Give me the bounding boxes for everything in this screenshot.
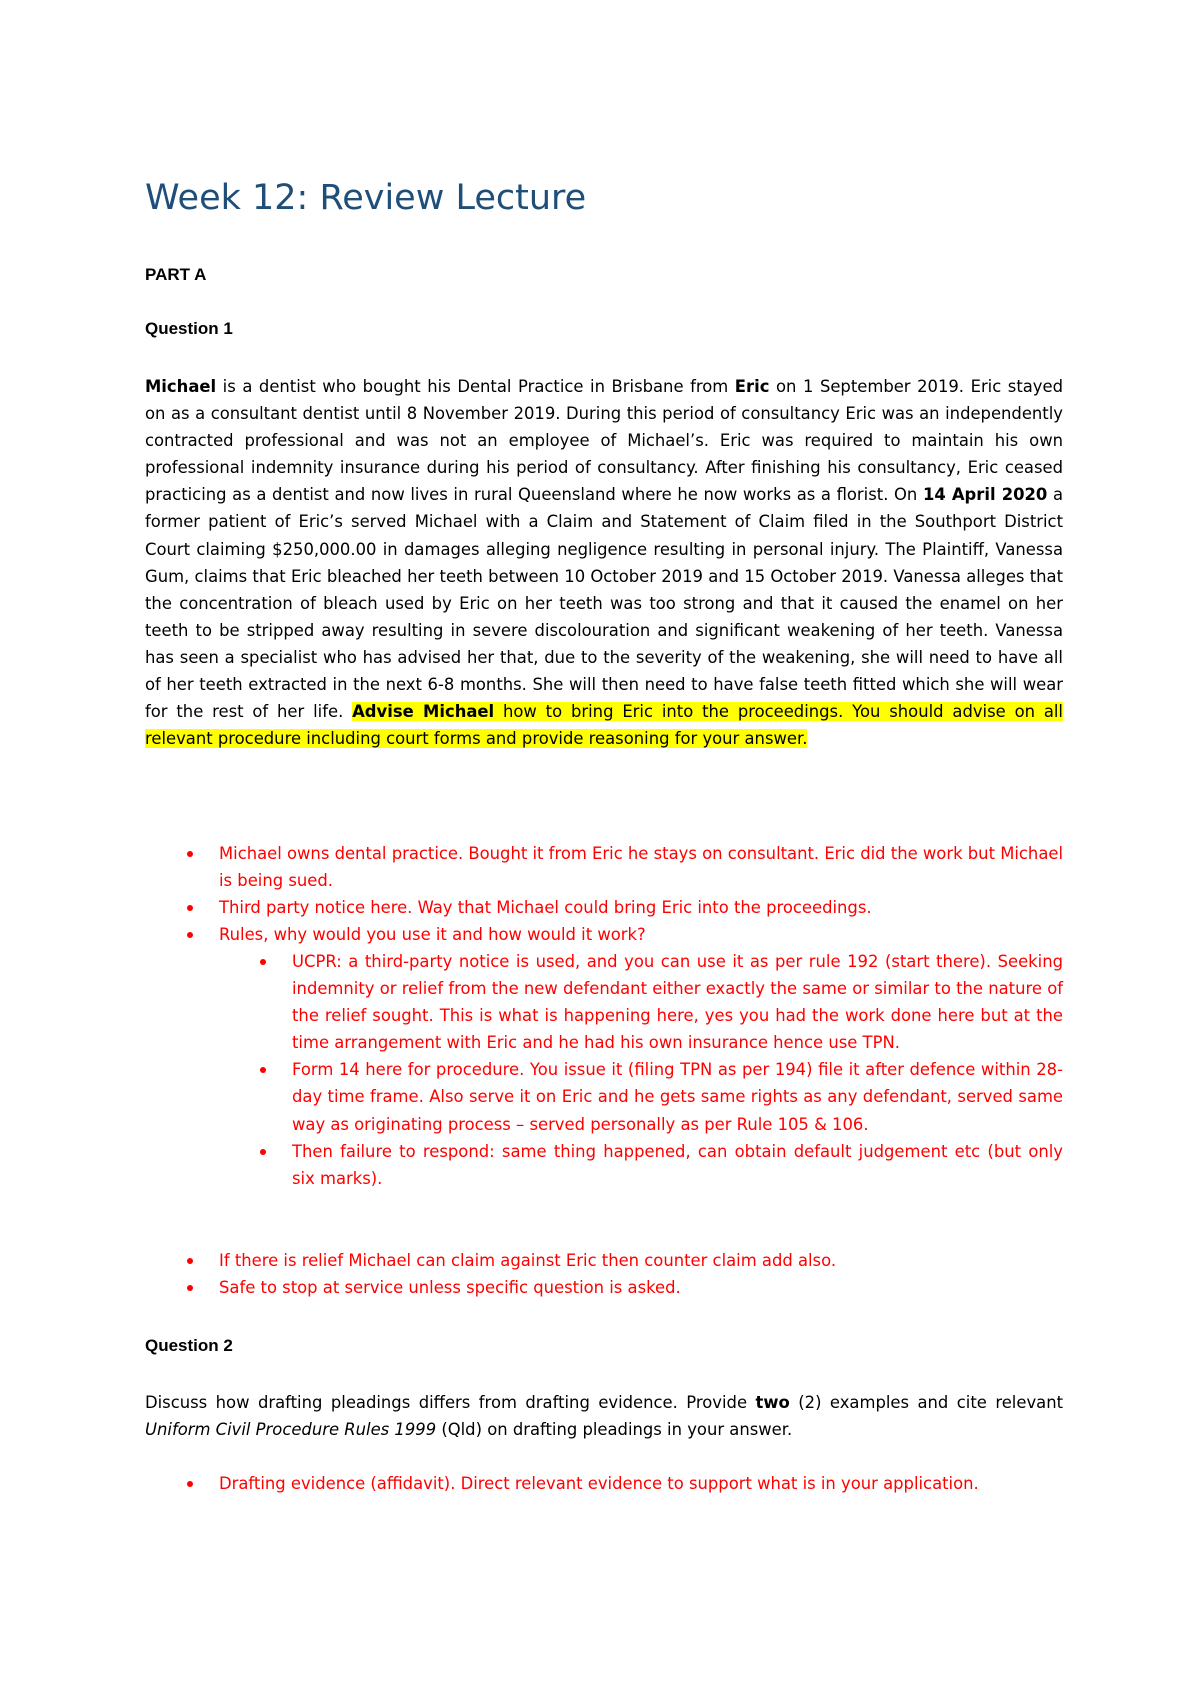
list-item: Third party notice here. Way that Michael could bring Eric into the proceedings. — [219, 894, 1063, 921]
list-item: Michael owns dental practice. Bought it from Eric he stays on consultant. Eric did the work but Michael is being sued. — [219, 840, 1063, 894]
q2-text-1: Discuss how drafting pleadings differs from drafting evidence. Provide — [145, 1393, 756, 1412]
name-eric: Eric — [734, 377, 770, 396]
q1-text-4: how to bring Eric into the proceedings. You should advise on all relevant procedure including court forms and provide reasoning for your answer. — [145, 702, 1063, 749]
list-item: Then failure to respond: same thing happened, can obtain default judgement etc (but only six marks). — [292, 1138, 1063, 1192]
service-date: 14 April 2020 — [922, 485, 1048, 505]
list-item: Form 14 here for procedure. You issue it (filing TPN as per 194) file it after defence within 28-day time frame. Also serve it on Eric and he gets same rights as any defendant, served same way as originating process – served personally as per Rule 105 & 106. — [292, 1056, 1063, 1137]
q2-notes-list — [219, 1470, 1063, 1497]
act-title: Uniform Civil Procedure Rules 1999 — [145, 1420, 437, 1440]
list-item: Safe to stop at service unless specific question is asked. — [219, 1274, 1063, 1301]
q1-text-2: on 1 September 2019. Eric stayed on as a consultant dentist until 8 November 2019. During this period of consultancy Eric was an independently contracted professional and was not an employee of Michael’s. Eric was required to maintain his own professional indemnity insurance during his period of consultancy. After finishing his consultancy, Eric ceased practicing as a dentist and now lives in rural Queensland where he now works as a florist. On — [145, 377, 1063, 505]
name-michael: Michael — [145, 377, 217, 396]
part-heading: PART A — [145, 265, 207, 284]
q1-text-1: is a dentist who bought his Dental Practice in Brisbane from — [216, 377, 735, 396]
page-title: Week 12: Review Lecture — [145, 178, 587, 218]
q1-notes-list — [219, 840, 1063, 948]
q2-text-2: (2) examples and cite relevant — [789, 1393, 1064, 1412]
question-1-text — [145, 373, 1063, 752]
q1-sub-notes-list — [292, 948, 1063, 1192]
list-item: Drafting evidence (affidavit). Direct relevant evidence to support what is in your application. — [219, 1470, 1063, 1497]
q1-notes-list-continued — [219, 1247, 1063, 1301]
question-2-text — [145, 1389, 1063, 1443]
list-item: UCPR: a third-party notice is used, and you can use it as per rule 192 (start there). Seeking indemnity or relief from the new defendant either exactly the same or similar to the nature of the relief sought. This is what is happening here, yes you had the work done here but at the time arrangement with Eric and he had his own insurance hence use TPN. — [292, 948, 1063, 1056]
q1-text-3: a former patient of Eric’s served Michael with a Claim and Statement of Claim filed in the Southport District Court claiming $250,000.00 in damages alleging negligence resulting in personal injury. The Plaintiff, Vanessa Gum, claims that Eric bleached her teeth between 10 October 2019 and 15 October 2019. Vanessa alleges that the concentration of bleach used by Eric on her teeth was too strong and that it caused the enamel on her teeth to be stripped away resulting in severe discolouration and significant weakening of her teeth. Vanessa has seen a specialist who has advised her that, due to the severity of the weakening, she will need to have all of her teeth extracted in the next 6-8 months. She will then need to have false teeth fitted which she will wear for the rest of her life. — [145, 485, 1063, 722]
question-1-heading: Question 1 — [145, 319, 233, 338]
q2-text-3: (Qld) on drafting pleadings in your answer. — [436, 1420, 793, 1440]
list-item: If there is relief Michael can claim against Eric then counter claim add also. — [219, 1247, 1063, 1274]
advise-michael: Advise Michael — [352, 702, 495, 722]
two-examples: two — [755, 1393, 790, 1412]
question-2-heading: Question 2 — [145, 1336, 233, 1355]
list-item: Rules, why would you use it and how would it work? — [219, 921, 1063, 948]
